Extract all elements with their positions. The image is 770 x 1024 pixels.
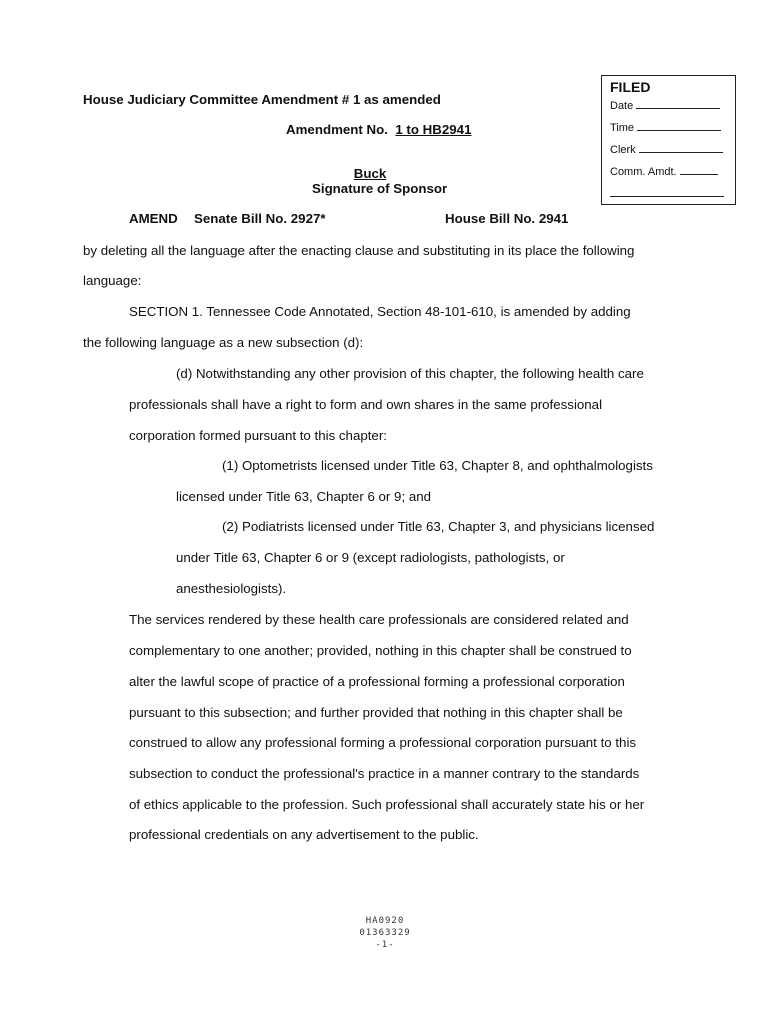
body-line: language: (83, 273, 142, 288)
subsection-d-line: (d) Notwithstanding any other provision of this chapter, the following health care (176, 366, 644, 381)
filed-extra-blank (610, 186, 724, 197)
body-line: professionals shall have a right to form and own shares in the same professional (129, 397, 603, 412)
body-line: the following language as a new subsection (d): (83, 335, 364, 350)
filed-clerk-line (610, 142, 723, 156)
item-2-line: (2) Podiatrists licensed under Title 63, Chapter 3, and physicians licensed (222, 519, 655, 534)
filed-clerk-label: Clerk (610, 144, 636, 156)
amendment-number: 1 to HB2941 (395, 122, 472, 137)
filed-stamp-box (601, 75, 736, 205)
filed-date-line (610, 98, 720, 112)
filed-comm-amdt-label: Comm. Amdt. (610, 166, 677, 178)
footer-code-1: HA0920 (365, 916, 405, 926)
body-line: corporation formed pursuant to this chapter: (129, 428, 387, 443)
body-line: of ethics applicable to the profession. Such professional shall accurately state his or her (129, 797, 645, 812)
filed-time-label: Time (610, 122, 635, 134)
page-number: -1- (375, 940, 395, 950)
item-1-line: (1) Optometrists licensed under Title 63, Chapter 8, and ophthalmologists (222, 458, 653, 473)
filed-time-blank (637, 120, 721, 131)
sponsor-caption: Signature of Sponsor (312, 181, 448, 196)
committee-amendment-heading: House Judiciary Committee Amendment # 1 as amended (83, 92, 441, 107)
body-line: The services rendered by these health care professionals are considered related and (129, 612, 629, 627)
body-line: alter the lawful scope of practice of a professional forming a professional corporation (129, 674, 625, 689)
house-bill-number: House Bill No. 2941 (445, 211, 569, 226)
filed-date-label: Date (610, 100, 634, 112)
body-line: by deleting all the language after the enacting clause and substituting in its place the following (83, 243, 635, 258)
body-line: complementary to one another; provided, nothing in this chapter shall be construed to (129, 643, 632, 658)
filed-time-line (610, 120, 721, 134)
sponsor-name (0, 166, 770, 181)
senate-bill-number: Senate Bill No. 2927* (194, 211, 326, 226)
filed-extra-line (610, 186, 724, 200)
body-line: licensed under Title 63, Chapter 6 or 9; and (176, 489, 432, 504)
body-line: construed to allow any professional forming a professional corporation pursuant to this (129, 735, 637, 750)
filed-date-blank (636, 98, 720, 109)
body-line: under Title 63, Chapter 6 or 9 (except radiologists, pathologists, or (176, 550, 565, 565)
filed-clerk-blank (639, 142, 723, 153)
body-line: professional credentials on any advertisement to the public. (129, 827, 479, 842)
body-line: subsection to conduct the professional's practice in a manner contrary to the standards (129, 766, 640, 781)
section-heading-line: SECTION 1. Tennessee Code Annotated, Section 48-101-610, is amended by adding (129, 304, 631, 319)
body-line: pursuant to this subsection; and further provided that nothing in this chapter shall be (129, 705, 623, 720)
footer-code-2: 01363329 (359, 928, 411, 938)
filed-title: FILED (610, 79, 651, 95)
amend-keyword: AMEND (129, 211, 178, 226)
body-line: anesthesiologists). (176, 581, 287, 596)
sponsor-name-text: Buck (353, 166, 387, 181)
amendment-number-line (286, 122, 471, 137)
amendment-number-prefix: Amendment No. (286, 122, 388, 137)
